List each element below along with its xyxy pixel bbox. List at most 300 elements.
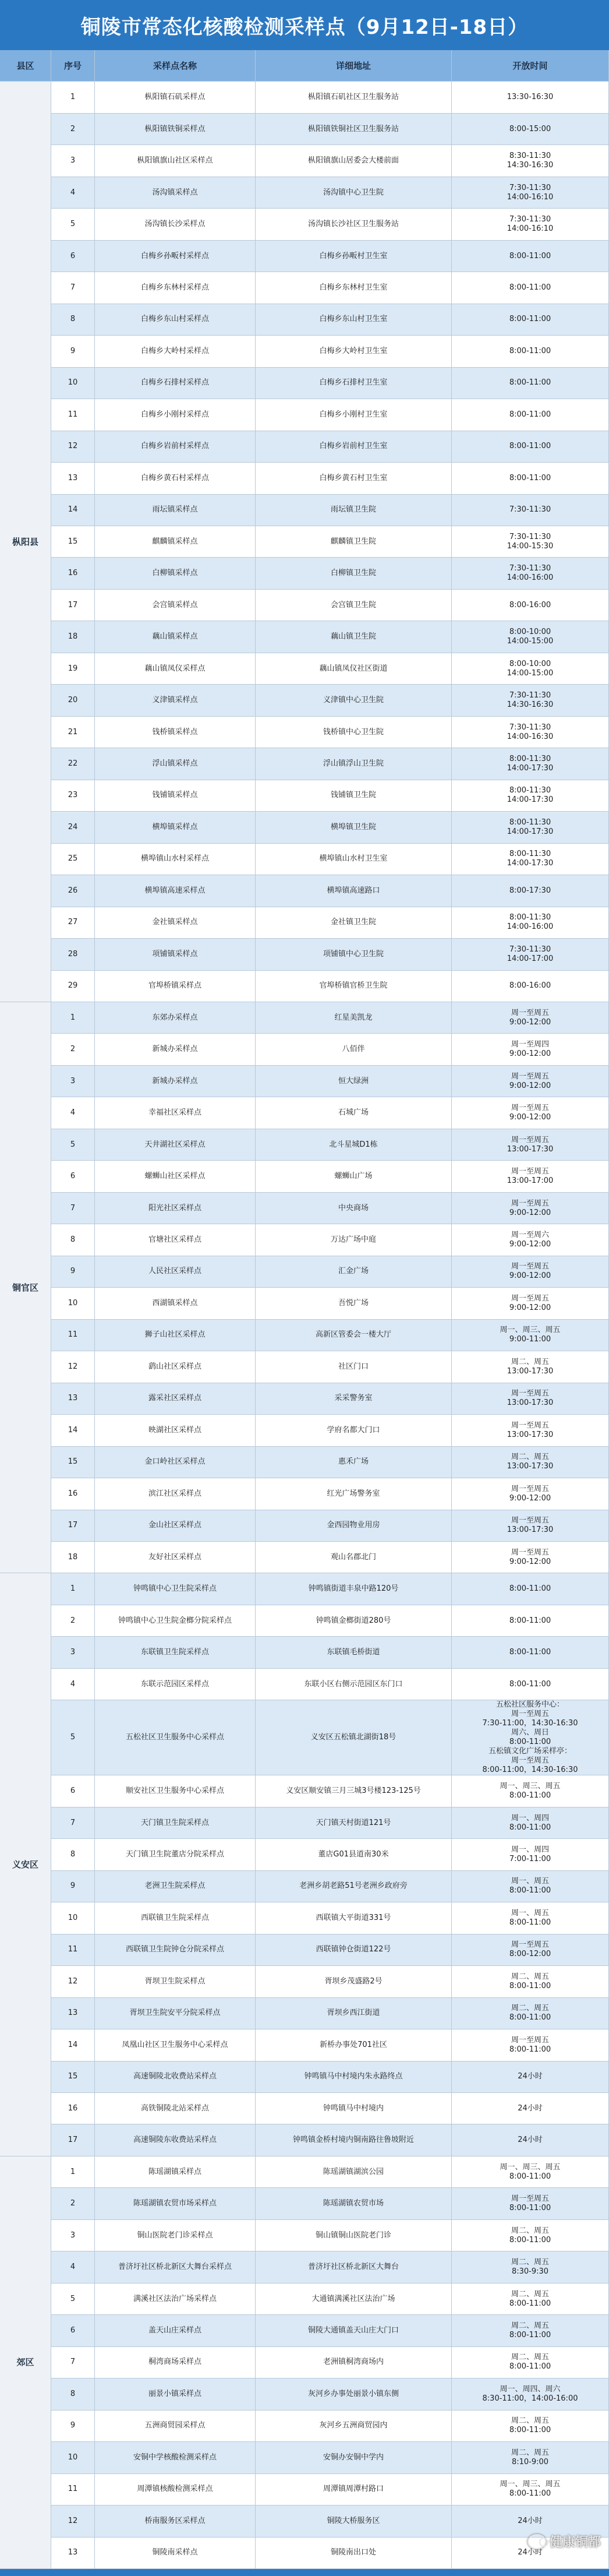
cell-index: 5 [51,1129,95,1161]
cell-address: 石城广场 [256,1097,452,1129]
cell-address: 钟鸣镇马中村境内朱永路终点 [256,2061,452,2093]
cell-site-name: 陈瑶湖镇农贸市场采样点 [95,2188,256,2219]
cell-address: 白梅乡黄石村卫生室 [256,463,452,494]
cell-site-name: 金口岭社区采样点 [95,1447,256,1478]
cell-address: 高新区管委会一楼大厅 [256,1320,452,1351]
cell-open-hours: 8:00-11:00 [452,368,609,399]
cell-address: 金社镇卫生院 [256,907,452,939]
header-site-name: 采样点名称 [95,50,256,82]
cell-address: 枞阳镇铁铜社区卫生服务站 [256,114,452,145]
header-index: 序号 [51,50,95,82]
cell-open-hours: 周一、周三、周五 8:00-11:00 [452,2474,609,2505]
cell-open-hours: 周一、周三、周五 8:00-11:00 [452,2156,609,2188]
cell-open-hours: 7:30-11:30 14:30-16:30 [452,685,609,716]
cell-address: 汤沟镇中心卫生院 [256,177,452,209]
cell-address: 钟鸣镇马中村境内 [256,2093,452,2124]
cell-address: 义津镇中心卫生院 [256,685,452,716]
cell-index: 24 [51,812,95,843]
cell-site-name: 横埠镇山水村采样点 [95,844,256,875]
cell-site-name: 白梅乡东山村采样点 [95,304,256,336]
cell-site-name: 白梅乡东林村采样点 [95,272,256,304]
cell-index: 13 [51,463,95,494]
cell-index: 3 [51,1066,95,1097]
footer-strip [0,2569,609,2576]
cell-open-hours: 8:00-11:30 14:00-17:30 [452,812,609,843]
cell-site-name: 钟鸣镇中心卫生院采样点 [95,1573,256,1605]
cell-index: 8 [51,1224,95,1256]
cell-address: 老洲镇桐湾商场内 [256,2347,452,2378]
cell-site-name: 五松社区卫生服务中心采样点 [95,1700,256,1775]
cell-address: 铜陵南出口处 [256,2538,452,2569]
cell-open-hours: 周一至周五 9:00-12:00 [452,1478,609,1510]
cell-open-hours: 8:00-16:00 [452,590,609,621]
cell-address: 观山名郡北门 [256,1542,452,1573]
cell-open-hours: 周一至周五 8:00-12:00 [452,1934,609,1966]
cell-open-hours: 24小时 [452,2061,609,2093]
cell-index: 2 [51,2188,95,2219]
cell-open-hours: 周一、周五 8:00-11:00 [452,1871,609,1902]
cell-address: 横埠镇山水村卫生室 [256,844,452,875]
cell-address: 横埠镇高速路口 [256,875,452,907]
cell-index: 16 [51,2093,95,2124]
cell-open-hours: 周一至周五 9:00-12:00 [452,1097,609,1129]
cell-address: 社区门口 [256,1351,452,1383]
cell-index: 16 [51,558,95,589]
cell-index: 28 [51,939,95,970]
cell-index: 1 [51,82,95,113]
cell-open-hours: 周一至周五 8:00-11:00 [452,2188,609,2219]
cell-address: 汇金广场 [256,1256,452,1288]
cell-address: 胥坝乡茂盛路2号 [256,1966,452,1997]
cell-site-name: 东联镇卫生院采样点 [95,1637,256,1668]
cell-site-name: 周潭镇核酸检测采样点 [95,2474,256,2505]
cell-site-name: 横埠镇高速采样点 [95,875,256,907]
district-cell: 郊区 [0,2156,51,2569]
cell-open-hours: 五松社区服务中心： 周一至周五 7:30-11:00，14:30-16:30 周六、周日 8:00-11:00 五松镇文化广场采样亭： 周一至周五 8:00-11:00，14:30-16:30 [452,1700,609,1775]
cell-site-name: 西湖镇采样点 [95,1288,256,1319]
cell-open-hours: 周二、周五 8:10-9:00 [452,2442,609,2473]
cell-open-hours: 8:00-11:00 [452,1637,609,1668]
cell-index: 7 [51,272,95,304]
cell-site-name: 滨江社区采样点 [95,1478,256,1510]
cell-address: 大通镇满溪社区法治广场 [256,2283,452,2315]
cell-address: 万达广场中庭 [256,1224,452,1256]
cell-address: 老洲乡胡老路51号老洲乡政府旁 [256,1871,452,1902]
cell-site-name: 麒麟镇采样点 [95,526,256,558]
cell-index: 10 [51,2442,95,2473]
cell-address: 藕山镇凤仪社区街道 [256,653,452,685]
cell-site-name: 顺安社区卫生服务中心采样点 [95,1775,256,1807]
cell-index: 5 [51,209,95,240]
cell-address: 白梅乡石排村卫生室 [256,368,452,399]
cell-index: 2 [51,1034,95,1065]
cell-index: 21 [51,717,95,748]
cell-address: 董店G01县道南30米 [256,1839,452,1870]
cell-site-name: 会宫镇采样点 [95,590,256,621]
cell-index: 7 [51,1193,95,1224]
cell-index: 29 [51,971,95,1002]
cell-index: 6 [51,1161,95,1192]
cell-index: 10 [51,368,95,399]
cell-index: 8 [51,304,95,336]
cell-index: 23 [51,780,95,812]
cell-address: 胥坝乡西江街道 [256,1998,452,2029]
district-cell: 枞阳县 [0,82,51,1002]
cell-index: 19 [51,653,95,685]
cell-open-hours: 周一、周三、周五 9:00-11:00 [452,1320,609,1351]
cell-site-name: 天井湖社区采样点 [95,1129,256,1161]
cell-site-name: 映湖社区采样点 [95,1415,256,1446]
cell-index: 16 [51,1478,95,1510]
cell-site-name: 汤沟镇长沙采样点 [95,209,256,240]
cell-index: 5 [51,2283,95,2315]
header-address: 详细地址 [256,50,452,82]
cell-address: 陈瑶湖镇湖滨公园 [256,2156,452,2188]
cell-site-name: 桐湾商场采样点 [95,2347,256,2378]
cell-address: 陈瑶湖镇农贸市场 [256,2188,452,2219]
cell-site-name: 天门镇卫生院董店分院采样点 [95,1839,256,1870]
cell-site-name: 陈瑶湖镇采样点 [95,2156,256,2188]
cell-open-hours: 8:00-11:00 [452,431,609,463]
cell-open-hours: 8:00-11:30 14:00-16:00 [452,907,609,939]
cell-index: 26 [51,875,95,907]
cell-open-hours: 24小时 [452,2538,609,2569]
watermark-text: 健康铜都 [549,2535,601,2550]
cell-index: 3 [51,145,95,177]
cell-index: 15 [51,1447,95,1478]
cell-open-hours: 周一至周五 9:00-12:00 [452,1288,609,1319]
cell-open-hours: 13:30-16:30 [452,82,609,113]
cell-open-hours: 7:30-11:30 14:00-15:30 [452,526,609,558]
cell-index: 9 [51,2411,95,2442]
cell-address: 采采警务室 [256,1383,452,1415]
cell-address: 钟鸣镇金桥村境内铜南路往鲁坡附近 [256,2124,452,2156]
cell-index: 13 [51,1383,95,1415]
cell-site-name: 鹞山社区采样点 [95,1351,256,1383]
cell-site-name: 西联镇卫生院采样点 [95,1902,256,1934]
cell-index: 8 [51,2378,95,2410]
cell-open-hours: 8:00-11:00 [452,1605,609,1637]
cell-address: 义安区顺安镇三月三城3号楼123-125号 [256,1775,452,1807]
cell-index: 18 [51,621,95,653]
cell-site-name: 浮山镇采样点 [95,748,256,780]
cell-open-hours: 周二、周五 8:00-11:00 [452,1998,609,2029]
cell-index: 14 [51,1415,95,1446]
cell-index: 7 [51,1807,95,1839]
cell-open-hours: 周二、周五 8:30-9:30 [452,2251,609,2283]
cell-open-hours: 周二、周五 8:00-11:00 [452,2315,609,2346]
cell-open-hours: 周一、周四 8:00-11:00 [452,1807,609,1839]
cell-index: 12 [51,431,95,463]
cell-address: 会宫镇卫生院 [256,590,452,621]
cell-address: 普济圩社区桥北新区大舞台 [256,2251,452,2283]
cell-index: 9 [51,1871,95,1902]
cell-address: 义安区五松镇北湖街18号 [256,1700,452,1775]
cell-index: 25 [51,844,95,875]
cell-address: 东联小区右侧示范园区东门口 [256,1669,452,1700]
cell-address: 周潭镇周潭村路口 [256,2474,452,2505]
cell-site-name: 钱铺镇采样点 [95,780,256,812]
cell-index: 14 [51,495,95,526]
cell-site-name: 钱桥镇采样点 [95,717,256,748]
cell-site-name: 幸福社区采样点 [95,1097,256,1129]
cell-site-name: 新城办采样点 [95,1034,256,1065]
cell-index: 1 [51,1002,95,1034]
cell-index: 12 [51,1966,95,1997]
cell-address: 汤沟镇长沙社区卫生服务站 [256,209,452,240]
header-district: 县区 [0,50,51,82]
cell-open-hours: 8:00-11:00 [452,463,609,494]
cell-index: 12 [51,1351,95,1383]
cell-open-hours: 7:30-11:30 14:00-17:00 [452,939,609,970]
cell-index: 5 [51,1700,95,1775]
cell-index: 12 [51,2505,95,2537]
cell-address: 藕山镇卫生院 [256,621,452,653]
cell-site-name: 满溪社区法治广场采样点 [95,2283,256,2315]
cell-index: 8 [51,1839,95,1870]
cell-address: 吾悦广场 [256,1288,452,1319]
cell-site-name: 狮子山社区采样点 [95,1320,256,1351]
cell-address: 项铺镇中心卫生院 [256,939,452,970]
cell-index: 22 [51,748,95,780]
cell-index: 6 [51,1775,95,1807]
cell-site-name: 白梅乡大岭村采样点 [95,336,256,367]
cell-site-name: 普济圩社区桥北新区大舞台采样点 [95,2251,256,2283]
cell-open-hours: 周一、周四、周六 8:30-11:00，14:00-16:00 [452,2378,609,2410]
cell-open-hours: 周一至周五 13:00-17:30 [452,1383,609,1415]
cell-address: 学府名都大门口 [256,1415,452,1446]
cell-site-name: 枞阳镇铁铜采样点 [95,114,256,145]
cell-open-hours: 8:00-11:30 14:00-17:30 [452,844,609,875]
cell-address: 惠禾广场 [256,1447,452,1478]
cell-site-name: 高速铜陵北收费站采样点 [95,2061,256,2093]
cell-site-name: 天门镇卫生院采样点 [95,1807,256,1839]
cell-site-name: 露采社区采样点 [95,1383,256,1415]
wechat-icon [527,2534,546,2549]
cell-open-hours: 周一、周四 7:00-11:00 [452,1839,609,1870]
cell-address: 中央商场 [256,1193,452,1224]
cell-site-name: 铜陵南采样点 [95,2538,256,2569]
cell-site-name: 汤沟镇采样点 [95,177,256,209]
cell-site-name: 西联镇卫生院钟仓分院采样点 [95,1934,256,1966]
cell-open-hours: 周一至周五 13:00-17:00 [452,1161,609,1192]
cell-site-name: 横埠镇采样点 [95,812,256,843]
cell-address: 西联镇钟仓街道122号 [256,1934,452,1966]
cell-open-hours: 7:30-11:30 14:00-16:10 [452,177,609,209]
cell-open-hours: 周一至周五 9:00-12:00 [452,1066,609,1097]
cell-index: 2 [51,114,95,145]
cell-address: 新桥办事处701社区 [256,2029,452,2061]
cell-site-name: 胥坝卫生院采样点 [95,1966,256,1997]
cell-open-hours: 周二、周五 8:00-11:00 [452,1966,609,1997]
cell-open-hours: 24小时 [452,2093,609,2124]
page-title: 铜陵市常态化核酸检测采样点（9月12日-18日） [0,0,609,50]
cell-address: 雨坛镇卫生院 [256,495,452,526]
cell-site-name: 高铁铜陵北站采样点 [95,2093,256,2124]
cell-address: 白梅乡东山村卫生室 [256,304,452,336]
cell-site-name: 枞阳镇石矶采样点 [95,82,256,113]
cell-index: 17 [51,1510,95,1542]
cell-open-hours: 8:00-16:00 [452,971,609,1002]
cell-open-hours: 7:30-11:30 14:00-16:10 [452,209,609,240]
cell-site-name: 金山社区采样点 [95,1510,256,1542]
cell-site-name: 高速铜陵东收费站采样点 [95,2124,256,2156]
cell-site-name: 白柳镇采样点 [95,558,256,589]
cell-open-hours: 8:00-11:00 [452,304,609,336]
cell-open-hours: 周一至周五 9:00-12:00 [452,1256,609,1288]
cell-site-name: 白梅乡小刚村采样点 [95,399,256,431]
cell-index: 10 [51,1902,95,1934]
cell-index: 6 [51,241,95,272]
cell-site-name: 阳光社区采样点 [95,1193,256,1224]
cell-site-name: 铜山医院老门诊采样点 [95,2220,256,2251]
cell-site-name: 螺蛳山社区采样点 [95,1161,256,1192]
cell-open-hours: 7:30-11:30 14:00-16:00 [452,558,609,589]
cell-index: 20 [51,685,95,716]
cell-site-name: 义津镇采样点 [95,685,256,716]
cell-open-hours: 周一至周四 9:00-12:00 [452,1034,609,1065]
watermark [527,2532,601,2550]
cell-address: 八佰伴 [256,1034,452,1065]
cell-site-name: 白梅乡孙畈村采样点 [95,241,256,272]
cell-site-name: 金社镇采样点 [95,907,256,939]
cell-open-hours: 周二、周五 13:00-17:30 [452,1351,609,1383]
cell-address: 枞阳镇石矶社区卫生服务站 [256,82,452,113]
cell-site-name: 枞阳镇旗山社区采样点 [95,145,256,177]
cell-open-hours: 周一至周五 13:00-17:30 [452,1510,609,1542]
cell-address: 麒麟镇卫生院 [256,526,452,558]
cell-site-name: 项铺镇采样点 [95,939,256,970]
cell-index: 9 [51,1256,95,1288]
cell-open-hours: 周二、周五 8:00-11:00 [452,2411,609,2442]
cell-open-hours: 24小时 [452,2124,609,2156]
cell-site-name: 官塘社区采样点 [95,1224,256,1256]
cell-index: 1 [51,1573,95,1605]
sampling-sites-table [0,50,609,2569]
cell-address: 白梅乡岩前村卫生室 [256,431,452,463]
cell-site-name: 东郊办采样点 [95,1002,256,1034]
cell-index: 27 [51,907,95,939]
cell-open-hours: 8:00-11:00 [452,399,609,431]
cell-open-hours: 8:30-11:30 14:30-16:30 [452,145,609,177]
header-open-hours: 开放时间 [452,50,609,82]
cell-open-hours: 周一至周五 13:00-17:30 [452,1415,609,1446]
cell-address: 西联镇大平街道331号 [256,1902,452,1934]
cell-site-name: 白梅乡黄石村采样点 [95,463,256,494]
cell-site-name: 藕山镇凤仪采样点 [95,653,256,685]
cell-address: 铜陵大桥服务区 [256,2505,452,2537]
cell-open-hours: 7:30-11:30 14:00-16:30 [452,717,609,748]
cell-site-name: 老洲卫生院采样点 [95,1871,256,1902]
cell-site-name: 藕山镇采样点 [95,621,256,653]
cell-address: 官埠桥镇官桥卫生院 [256,971,452,1002]
cell-open-hours: 周二、周五 13:00-17:30 [452,1447,609,1478]
cell-open-hours: 8:00-11:00 [452,336,609,367]
district-cell: 铜官区 [0,1002,51,1573]
cell-index: 9 [51,336,95,367]
cell-address: 铜陵大通镇盖天山庄大门口 [256,2315,452,2346]
cell-index: 3 [51,2220,95,2251]
cell-index: 13 [51,1998,95,2029]
cell-address: 白梅乡东林村卫生室 [256,272,452,304]
cell-index: 6 [51,2315,95,2346]
cell-site-name: 安铜中学核酸检测采样点 [95,2442,256,2473]
cell-open-hours: 周一至周五 9:00-12:00 [452,1193,609,1224]
cell-open-hours: 8:00-10:00 14:00-15:00 [452,653,609,685]
cell-index: 1 [51,2156,95,2188]
cell-index: 17 [51,590,95,621]
cell-address: 白梅乡小刚村卫生室 [256,399,452,431]
cell-open-hours: 周一至周五 8:00-11:00 [452,2029,609,2061]
cell-index: 10 [51,1288,95,1319]
cell-site-name: 新城办采样点 [95,1066,256,1097]
cell-address: 灰河乡办事处丽景小镇东侧 [256,2378,452,2410]
cell-index: 14 [51,2029,95,2061]
cell-index: 4 [51,177,95,209]
cell-site-name: 白梅乡石排村采样点 [95,368,256,399]
cell-index: 4 [51,1097,95,1129]
cell-address: 金西园物业用房 [256,1510,452,1542]
cell-open-hours: 周一至周六 9:00-12:00 [452,1224,609,1256]
cell-address: 钟鸣镇街道丰泉中路120号 [256,1573,452,1605]
cell-address: 红星美凯龙 [256,1002,452,1034]
cell-index: 11 [51,2474,95,2505]
cell-index: 4 [51,1669,95,1700]
cell-address: 横埠镇卫生院 [256,812,452,843]
cell-site-name: 桥南服务区采样点 [95,2505,256,2537]
cell-address: 钱桥镇中心卫生院 [256,717,452,748]
cell-open-hours: 周一、周五 8:00-11:00 [452,1902,609,1934]
cell-open-hours: 7:30-11:30 [452,495,609,526]
cell-site-name: 凤凰山社区卫生服务中心采样点 [95,2029,256,2061]
cell-open-hours: 周一、周三、周五 8:00-11:00 [452,1775,609,1807]
cell-open-hours: 周二、周五 8:00-11:00 [452,2347,609,2378]
cell-open-hours: 8:00-17:30 [452,875,609,907]
cell-open-hours: 周一至周五 13:00-17:30 [452,1129,609,1161]
cell-open-hours: 周一至周五 9:00-12:00 [452,1002,609,1034]
cell-index: 15 [51,526,95,558]
cell-index: 2 [51,1605,95,1637]
cell-open-hours: 周二、周五 8:00-11:00 [452,2283,609,2315]
cell-site-name: 盖天山庄采样点 [95,2315,256,2346]
cell-address: 恒大绿洲 [256,1066,452,1097]
cell-open-hours: 周一至周五 9:00-12:00 [452,1542,609,1573]
cell-index: 4 [51,2251,95,2283]
cell-open-hours: 8:00-11:30 14:00-17:30 [452,780,609,812]
cell-site-name: 钟鸣镇中心卫生院金榔分院采样点 [95,1605,256,1637]
cell-address: 浮山镇浮山卫生院 [256,748,452,780]
cell-address: 北斗星城D1栋 [256,1129,452,1161]
cell-open-hours: 周二、周五 8:00-11:00 [452,2220,609,2251]
cell-address: 东联镇毛桥街道 [256,1637,452,1668]
cell-site-name: 丽景小镇采样点 [95,2378,256,2410]
cell-address: 铜山镇铜山医院老门诊 [256,2220,452,2251]
cell-address: 钱铺镇卫生院 [256,780,452,812]
cell-address: 枞阳镇旗山居委会大楼前面 [256,145,452,177]
cell-address: 白柳镇卫生院 [256,558,452,589]
cell-open-hours: 8:00-11:00 [452,272,609,304]
cell-index: 18 [51,1542,95,1573]
cell-address: 钟鸣镇金榔街道280号 [256,1605,452,1637]
cell-address: 天门镇天村街道121号 [256,1807,452,1839]
cell-address: 红光广场警务室 [256,1478,452,1510]
cell-index: 15 [51,2061,95,2093]
cell-site-name: 东联示范园区采样点 [95,1669,256,1700]
cell-address: 白梅乡大岭村卫生室 [256,336,452,367]
cell-site-name: 友好社区采样点 [95,1542,256,1573]
cell-index: 13 [51,2538,95,2569]
cell-open-hours: 24小时 [452,2505,609,2537]
